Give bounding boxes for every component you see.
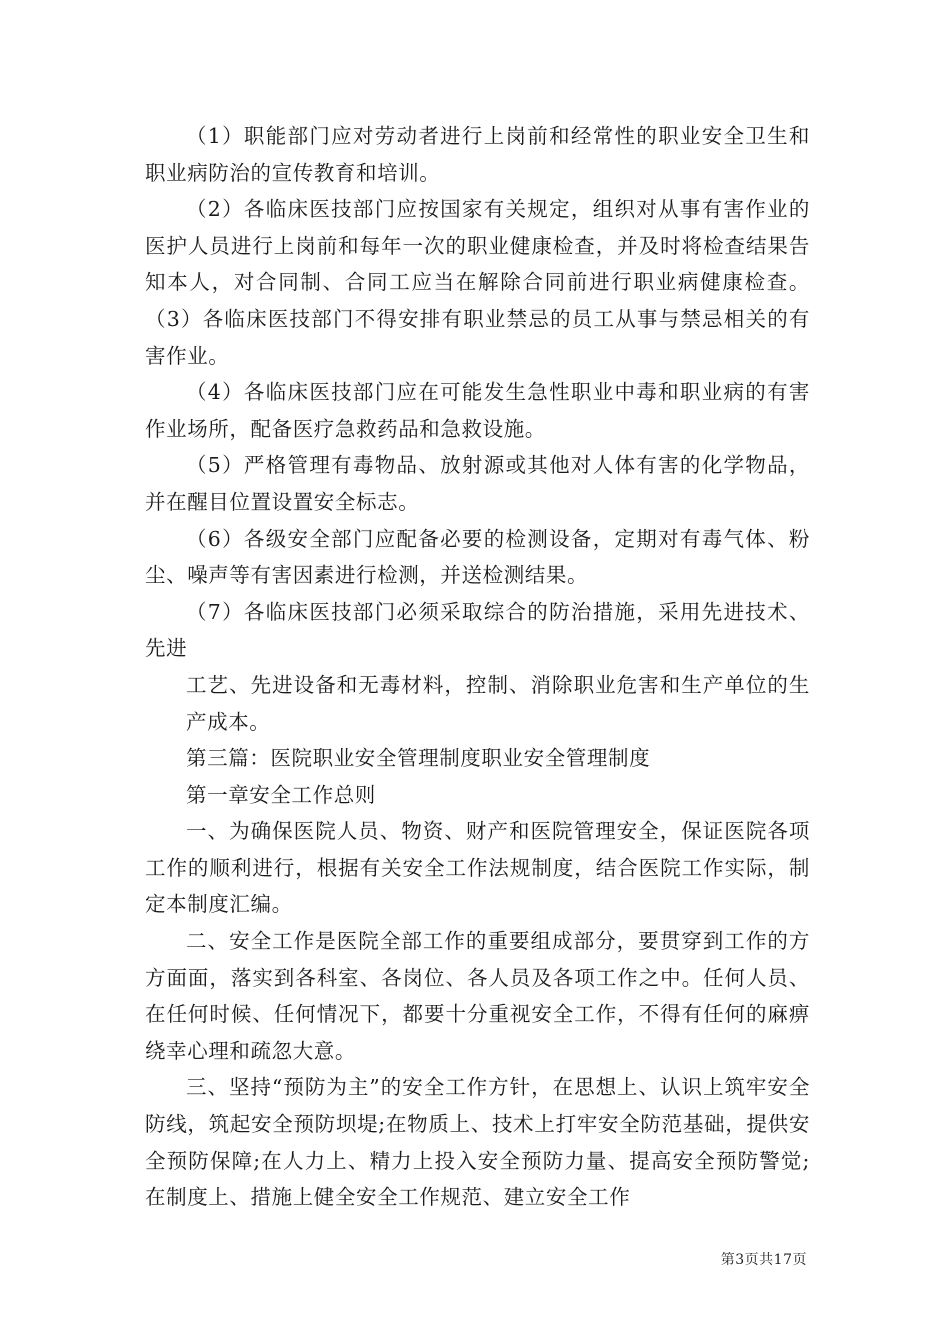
paragraph-2: （2）各临床医技部门应按国家有关规定，组织对从事有害作业的医护人员进行上岗前和每年一次的职业健康检查，并及时将检查结果告知本人，对合同制、合同工应当在解除合同前进行职业病健康检查。（3）各临床医技部门不得安排有职业禁忌的员工从事与禁忌相关的有害作业。	[145, 197, 810, 368]
paragraph-10: 一、为确保医院人员、物资、财产和医院管理安全，保证医院各项工作的顺利进行，根据有关安全工作法规制度，结合医院工作实际，制定本制度汇编。	[145, 819, 810, 917]
paragraph-6: （7）各临床医技部门必须采取综合的防治措施，采用先进技术、先进	[145, 599, 810, 661]
paragraph-4: （5）严格管理有毒物品、放射源或其他对人体有害的化学物品，并在醒目位置设置安全标志。	[145, 453, 810, 514]
paragraph-7: 工艺、先进设备和无毒材料，控制、消除职业危害和生产单位的生产成本。	[186, 672, 810, 734]
paragraph-11: 二、安全工作是医院全部工作的重要组成部分，要贯穿到工作的方方面面，落实到各科室、各岗位、各人员及各项工作之中。任何人员、在任何时候、任何情况下，都要十分重视安全工作，不得有任何的麻痹绕幸心理和疏忽大意。	[145, 929, 810, 1063]
paragraph-3: （4）各临床医技部门应在可能发生急性职业中毒和职业病的有害作业场所，配备医疗急救药品和急救设施。	[145, 380, 810, 441]
paragraph-5: （6）各级安全部门应配备必要的检测设备，定期对有毒气体、粉尘、噪声等有害因素进行检测，并送检测结果。	[145, 526, 810, 588]
section-title: 第三篇：医院职业安全管理制度职业安全管理制度	[186, 746, 651, 771]
document-body	[145, 118, 810, 1216]
chapter-title: 第一章安全工作总则	[186, 782, 376, 807]
paragraph-12: 三、坚持“预防为主”的安全工作方针，在思想上、认识上筑牢安全防线，筑起安全预防坝堤;在物质上、技术上打牢安全防范基础，提供安全预防保障;在人力上、精力上投入安全预防力量、提高安全预防警觉;在制度上、措施上健全安全工作规范、建立安全工作	[145, 1075, 810, 1210]
page-number: 第3页共17页	[720, 1252, 807, 1268]
paragraph-1: （1）职能部门应对劳动者进行上岗前和经常性的职业安全卫生和职业病防治的宣传教育和培训。	[145, 124, 810, 185]
